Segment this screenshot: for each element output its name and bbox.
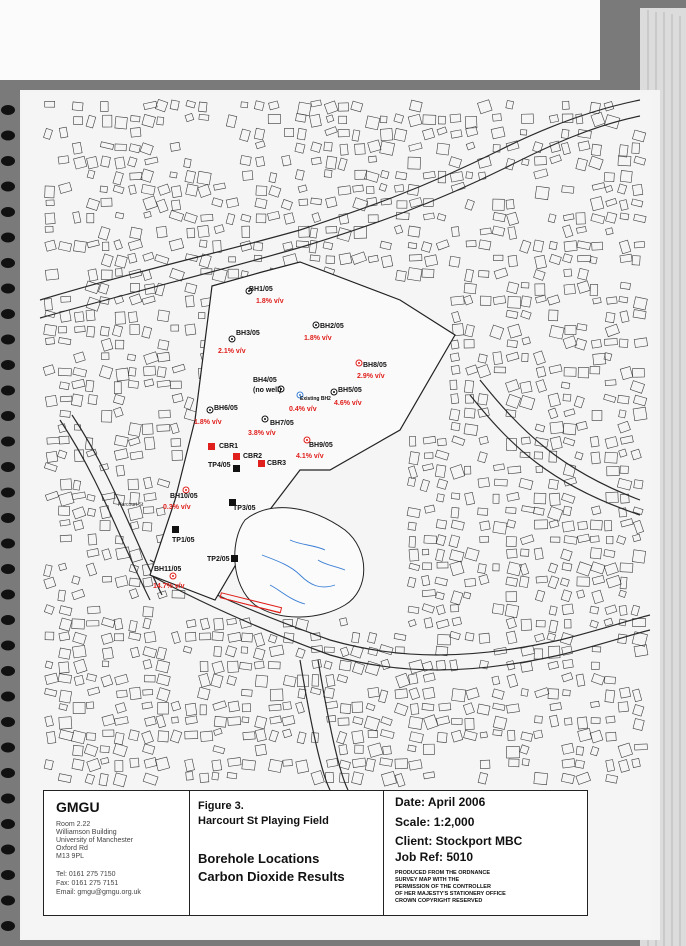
address-line-4: Oxford Rd bbox=[56, 845, 88, 852]
tp1-marker bbox=[172, 526, 179, 533]
org-name: GMGU bbox=[56, 799, 100, 815]
bh10-label: BH10/05 bbox=[170, 493, 198, 500]
bh6-label: BH6/05 bbox=[214, 405, 238, 412]
bh5-label: BH5/05 bbox=[338, 387, 362, 394]
existing-bh-co2: 0.4% v/v bbox=[289, 406, 317, 413]
org-panel bbox=[44, 791, 190, 915]
bh5-marker-dot bbox=[333, 391, 335, 393]
bh2-marker-dot bbox=[315, 324, 317, 326]
bh8-label: BH8/05 bbox=[363, 362, 387, 369]
date: Date: April 2006 bbox=[395, 795, 486, 809]
copyright-line-3: PERMISSION OF THE CONTROLLER bbox=[395, 884, 491, 890]
tel: Tel: 0161 275 7150 bbox=[56, 871, 116, 878]
bh4-note: (no well) bbox=[253, 387, 282, 394]
bh6-co2: 1.8% v/v bbox=[194, 419, 222, 426]
bh10-co2: 0.3% v/v bbox=[163, 504, 191, 511]
tp4-marker bbox=[233, 465, 240, 472]
copyright-line-5: CROWN COPYRIGHT RESERVED bbox=[395, 898, 483, 904]
figure-number: Figure 3. bbox=[198, 800, 244, 812]
bh7-marker-dot bbox=[264, 418, 266, 420]
email: Email: gmgu@gmgu.org.uk bbox=[56, 889, 141, 896]
bh9-co2: 4.1% v/v bbox=[296, 453, 324, 460]
address-line-5: M13 9PL bbox=[56, 853, 85, 860]
bh9-marker-dot bbox=[306, 439, 308, 441]
bh2-label: BH2/05 bbox=[320, 323, 344, 330]
bh10-marker-dot bbox=[185, 489, 187, 491]
subtitle-2: Carbon Dioxide Results bbox=[198, 869, 345, 884]
bh8-co2: 2.9% v/v bbox=[357, 373, 385, 380]
fax: Fax: 0161 275 7151 bbox=[56, 880, 119, 887]
tp1-label: TP1/05 bbox=[172, 537, 195, 544]
bh3-marker-dot bbox=[231, 338, 233, 340]
cbr2-marker bbox=[233, 453, 240, 460]
existing-bh-label: Existing BH2 bbox=[300, 396, 331, 402]
cbr3-label: CBR3 bbox=[267, 460, 287, 467]
subtitle-1: Borehole Locations bbox=[198, 851, 320, 866]
cbr1-marker bbox=[208, 443, 215, 450]
copyright-line-1: PRODUCED FROM THE ORDNANCE bbox=[395, 870, 491, 876]
client: Client: Stockport MBC bbox=[395, 834, 523, 848]
info-panel bbox=[383, 791, 587, 915]
tp2-label: TP2/05 bbox=[207, 556, 230, 563]
bh7-co2: 3.8% v/v bbox=[248, 430, 276, 437]
bh3-co2: 2.1% v/v bbox=[218, 348, 246, 355]
bh3-label: BH3/05 bbox=[236, 330, 260, 337]
cbr3-marker bbox=[258, 460, 265, 467]
cbr2-label: CBR2 bbox=[243, 453, 263, 460]
bh11-marker-dot bbox=[172, 575, 174, 577]
address-line-1: Room 2.22 bbox=[56, 821, 91, 828]
bh11-label: BH11/05 bbox=[154, 566, 182, 573]
bh1-label: BH1/05 bbox=[249, 286, 273, 293]
bh6-marker-dot bbox=[209, 409, 211, 411]
bh2-co2: 1.8% v/v bbox=[304, 335, 332, 342]
site-name: Harcourt St Playing Field bbox=[198, 815, 329, 827]
address-line-3: University of Manchester bbox=[56, 837, 134, 844]
street-label: Harcourt St bbox=[118, 502, 144, 508]
title-block bbox=[43, 790, 588, 916]
bh9-label: BH9/05 bbox=[309, 442, 333, 449]
bh4-label: BH4/05 bbox=[253, 377, 277, 384]
tp3-label: TP3/05 bbox=[233, 505, 256, 512]
address-line-2: Williamson Building bbox=[56, 829, 117, 836]
copyright-line-2: SURVEY MAP WITH THE bbox=[395, 877, 460, 883]
bh11-co2: 14.7% v/v bbox=[153, 583, 185, 590]
tp4-label: TP4/05 bbox=[208, 462, 231, 469]
tp2-marker bbox=[231, 555, 238, 562]
scale: Scale: 1:2,000 bbox=[395, 815, 475, 829]
cbr1-label: CBR1 bbox=[219, 443, 239, 450]
copyright-line-4: OF HER MAJESTY'S STATIONERY OFFICE bbox=[395, 891, 506, 897]
bh8-marker-dot bbox=[358, 362, 360, 364]
job-ref: Job Ref: 5010 bbox=[395, 850, 474, 864]
title-panel bbox=[189, 791, 384, 915]
bh7-label: BH7/05 bbox=[270, 420, 294, 427]
bh1-co2: 1.8% v/v bbox=[256, 298, 284, 305]
bh5-co2: 4.6% v/v bbox=[334, 400, 362, 407]
